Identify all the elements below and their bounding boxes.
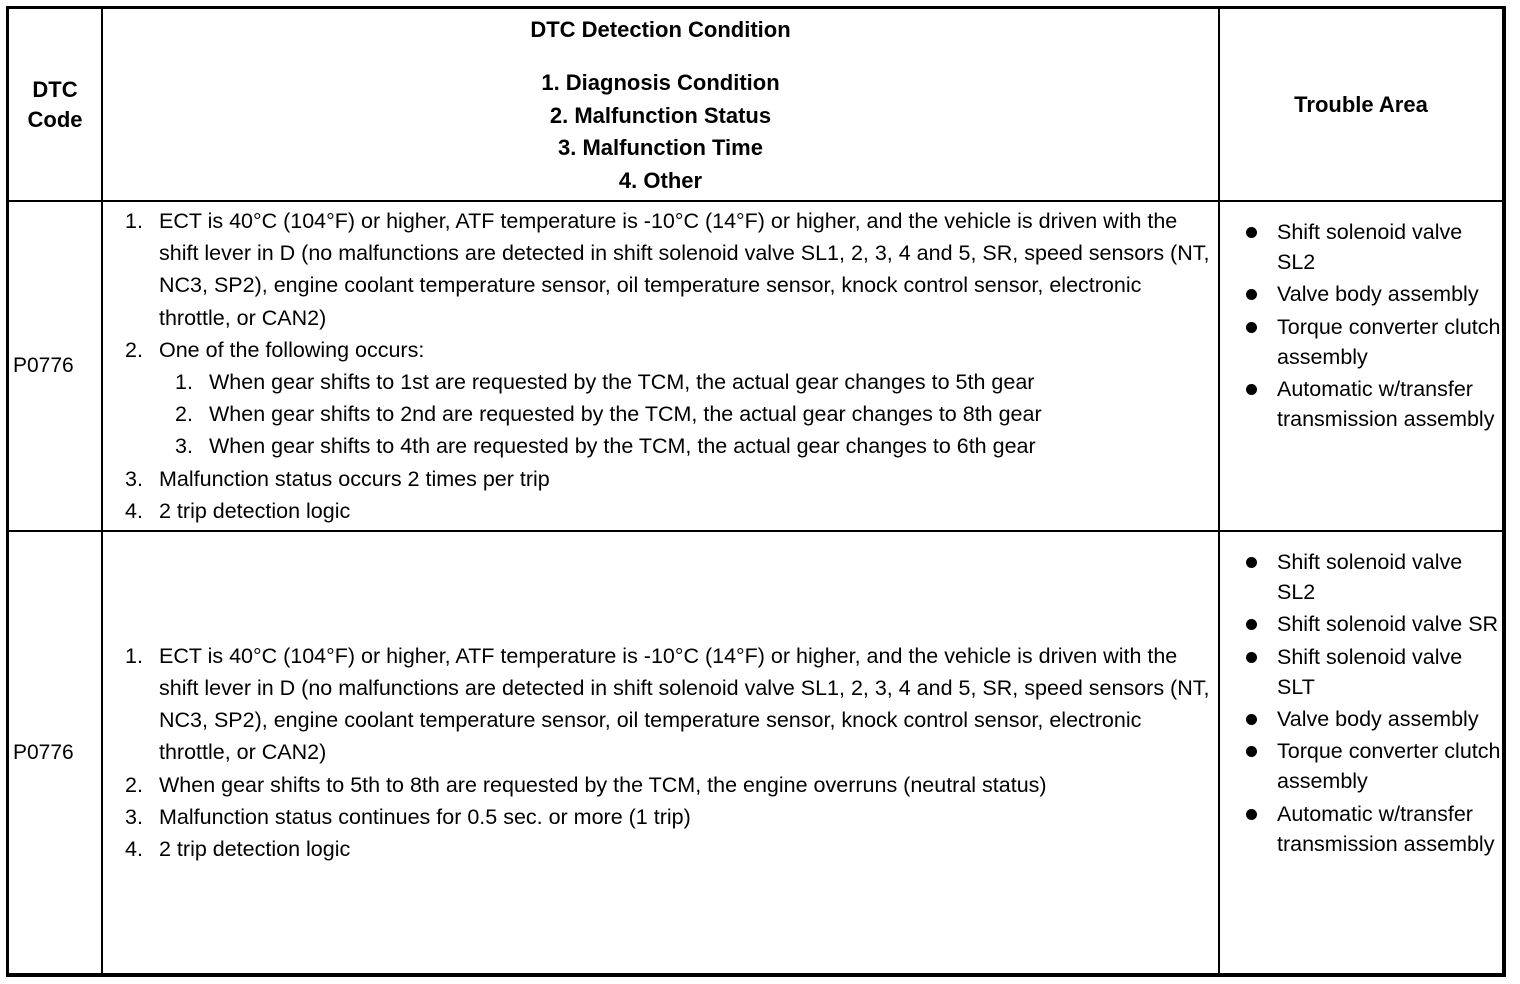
condition-text: 2 trip detection logic	[159, 498, 351, 523]
condition-item	[125, 640, 1218, 769]
header-condition-item: 4. Other	[618, 167, 703, 193]
condition-item	[125, 463, 1218, 495]
header-detection-condition	[102, 9, 1219, 201]
sub-condition-item	[175, 398, 1218, 430]
condition-text: One of the following occurs:	[159, 337, 425, 362]
sub-condition-list	[159, 366, 1218, 463]
trouble-area-list	[1220, 217, 1502, 434]
table-row	[9, 531, 1502, 973]
header-condition-item: 3. Malfunction Time	[558, 135, 763, 160]
condition-item	[125, 833, 1218, 865]
header-dtc-code	[9, 9, 102, 201]
sub-condition-number: 1.	[175, 370, 193, 394]
sub-condition-number: 2.	[175, 402, 193, 427]
sub-condition-text: When gear shifts to 1st are requested by the TCM, the actual gear changes to 5th gear	[209, 370, 1035, 394]
sub-condition-text: When gear shifts to 4th are requested by the TCM, the actual gear changes to 6th gear	[209, 434, 1036, 459]
condition-number: 4.	[125, 498, 143, 523]
trouble-area-text: Valve body assembly	[1277, 707, 1479, 732]
condition-number: 2.	[125, 772, 143, 797]
condition-text: ECT is 40°C (104°F) or higher, ATF temperature is -10°C (14°F) or higher, and the vehicle is driven with the shift lever in D (no malfunctions are detected in shift solenoid valve SL1, 2, 3, 4 and 5, SR, speed sensors (NT, NC3, SP2), engine coolant temperature sensor, oil temperature sensor, knock control sensor, electronic throttle, or CAN2)	[159, 208, 1210, 330]
header-trouble-area: Trouble Area	[1219, 9, 1502, 201]
trouble-area-text: Shift solenoid valve SL2	[1277, 220, 1463, 275]
condition-item	[125, 769, 1218, 801]
bullet-icon	[1246, 746, 1257, 757]
trouble-area-item	[1242, 609, 1502, 639]
header-condition-item: 1. Diagnosis Condition	[541, 70, 780, 95]
condition-number: 3.	[125, 466, 143, 491]
condition-number: 3.	[125, 804, 143, 829]
trouble-area-text: Shift solenoid valve SL2	[1277, 550, 1463, 605]
dtc-table	[9, 9, 1502, 973]
condition-text: Malfunction status occurs 2 times per trip	[159, 466, 550, 491]
bullet-icon	[1246, 322, 1257, 333]
condition-item	[125, 801, 1218, 833]
trouble-area-item	[1242, 374, 1502, 434]
bullet-icon	[1246, 619, 1257, 630]
condition-number: 1.	[125, 643, 143, 668]
condition-text: When gear shifts to 5th to 8th are requested by the TCM, the engine overruns (neutral status)	[159, 772, 1047, 797]
condition-item	[125, 205, 1218, 334]
trouble-area-text: Automatic w/transfer transmission assembly	[1277, 377, 1495, 432]
header-dtc-code-line1: DTC	[32, 76, 78, 102]
detection-condition-cell	[102, 531, 1219, 973]
trouble-area-cell	[1219, 201, 1502, 531]
bullet-icon	[1246, 227, 1257, 238]
condition-text: 2 trip detection logic	[159, 837, 351, 861]
condition-text: ECT is 40°C (104°F) or higher, ATF temperature is -10°C (14°F) or higher, and the vehicle is driven with the shift lever in D (no malfunctions are detected in shift solenoid valve SL1, 2, 3, 4 and 5, SR, speed sensors (NT, NC3, SP2), engine coolant temperature sensor, oil temperature sensor, knock control sensor, electronic throttle, or CAN2)	[159, 643, 1210, 765]
trouble-area-cell	[1219, 531, 1502, 973]
sub-condition-item	[175, 366, 1218, 398]
condition-number: 2.	[125, 337, 143, 362]
table-header-row	[9, 9, 1502, 201]
dtc-code-cell: P0776	[9, 201, 102, 531]
condition-item	[125, 334, 1218, 463]
condition-text: Malfunction status continues for 0.5 sec. or more (1 trip)	[159, 804, 691, 829]
trouble-area-item	[1242, 279, 1502, 309]
trouble-area-item	[1242, 704, 1502, 734]
dtc-code-cell: P0776	[9, 531, 102, 973]
bullet-icon	[1246, 714, 1257, 725]
dtc-table-frame	[6, 6, 1506, 977]
trouble-area-list	[1220, 547, 1502, 859]
trouble-area-item	[1242, 642, 1502, 702]
trouble-area-item	[1242, 799, 1502, 859]
condition-list	[103, 640, 1218, 865]
trouble-area-item	[1242, 736, 1502, 796]
header-dtc-code-line2: Code	[27, 106, 83, 132]
sub-condition-text: When gear shifts to 2nd are requested by the TCM, the actual gear changes to 8th gear	[209, 402, 1042, 427]
trouble-area-text: Torque converter clutch assembly	[1277, 739, 1501, 794]
condition-item	[125, 495, 1218, 527]
bullet-icon	[1246, 809, 1257, 820]
condition-list	[103, 205, 1218, 527]
table-row	[9, 201, 1502, 531]
trouble-area-item	[1242, 547, 1502, 607]
bullet-icon	[1246, 652, 1257, 663]
header-condition-item: 2. Malfunction Status	[549, 102, 772, 128]
condition-number: 1.	[125, 208, 143, 233]
sub-condition-number: 3.	[175, 434, 193, 459]
trouble-area-item	[1242, 217, 1502, 277]
bullet-icon	[1246, 384, 1257, 395]
trouble-area-text: Torque converter clutch assembly	[1277, 314, 1501, 369]
bullet-icon	[1246, 557, 1257, 568]
sub-condition-item	[175, 430, 1218, 462]
trouble-area-text: Shift solenoid valve SLT	[1277, 644, 1463, 699]
trouble-area-text: Automatic w/transfer transmission assembly	[1277, 801, 1495, 856]
trouble-area-item	[1242, 312, 1502, 372]
detection-condition-cell	[102, 201, 1219, 531]
trouble-area-text: Valve body assembly	[1277, 282, 1479, 307]
header-condition-title: DTC Detection Condition	[530, 17, 791, 42]
condition-number: 4.	[125, 837, 143, 861]
trouble-area-text: Shift solenoid valve SR	[1277, 612, 1499, 637]
bullet-icon	[1246, 289, 1257, 300]
